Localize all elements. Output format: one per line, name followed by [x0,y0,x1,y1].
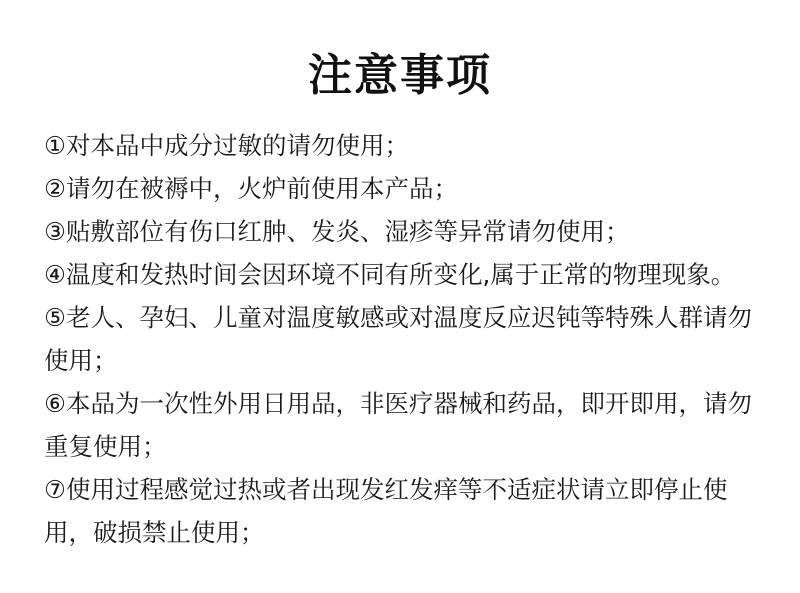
precaution-item-6: ⑥本品为一次性外用日用品，非医疗器械和药品，即开即用，请勿重复使用； [44,389,752,461]
precaution-item-3: ③贴敷部位有伤口红肿、发炎、湿疹等异常请勿使用； [44,217,630,246]
precaution-item-5: ⑤老人、孕妇、儿童对温度敏感或对温度反应迟钝等特殊人群请勿使用； [44,303,752,375]
precaution-item-1: ①对本品中成分过敏的请勿使用； [44,131,409,160]
precaution-item-2: ②请勿在被褥中，火炉前使用本产品； [44,174,458,203]
precaution-item-7: ⑦使用过程感觉过热或者出现发红发痒等不适症状请立即停止使用，破损禁止使用； [44,475,728,547]
page-title: 注意事项 [308,50,492,101]
precautions-list [44,124,774,554]
precaution-item-4: ④温度和发热时间会因环境不同有所变化,属于正常的物理现象。 [44,260,736,289]
